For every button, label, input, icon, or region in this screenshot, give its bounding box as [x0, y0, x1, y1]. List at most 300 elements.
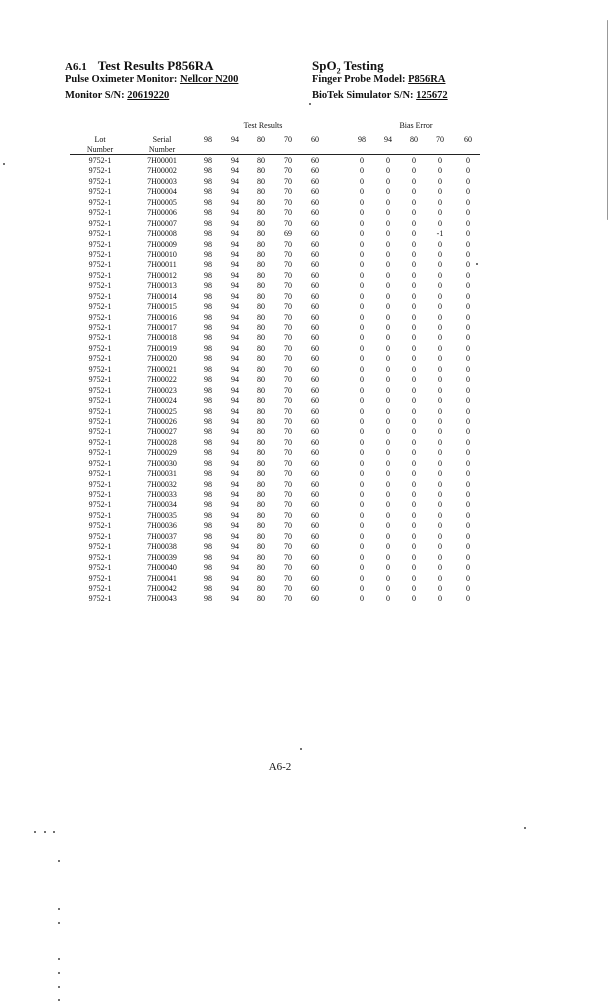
result-98-cell: 98 [204, 573, 212, 583]
bias-98-cell: 0 [360, 176, 364, 186]
result-80-cell: 80 [257, 573, 265, 583]
result-80-cell: 80 [257, 396, 265, 406]
bias-60-cell: 0 [466, 166, 470, 176]
result-94-cell: 94 [231, 563, 239, 573]
bias-98-cell: 0 [360, 312, 364, 322]
result-98-cell: 98 [204, 427, 212, 437]
table-row [70, 426, 480, 436]
bias-98-cell: 0 [360, 197, 364, 207]
result-60-cell: 60 [311, 197, 319, 207]
monitor-sn-value: 20619220 [127, 90, 170, 101]
bias-60-cell: 0 [466, 531, 470, 541]
bias-98-cell: 0 [360, 364, 364, 374]
result-60-cell: 60 [311, 531, 319, 541]
bias-94-cell: 0 [386, 208, 390, 218]
lot-cell: 9752-1 [88, 364, 112, 374]
result-80-cell: 80 [257, 291, 265, 301]
result-80-cell: 80 [257, 406, 265, 416]
bias-60-cell: 0 [466, 375, 470, 385]
bias-70-cell: 0 [438, 542, 442, 552]
bias-60-cell: 0 [466, 156, 470, 165]
table-row [70, 510, 480, 520]
bias-94-cell: 0 [386, 406, 390, 416]
result-60-cell: 60 [311, 249, 319, 259]
result-98-cell: 98 [204, 249, 212, 259]
bias-80-cell: 0 [412, 437, 416, 447]
bias-70-cell: 0 [438, 583, 442, 593]
result-98-cell: 98 [204, 552, 212, 562]
result-98-cell: 98 [204, 260, 212, 270]
table-row [70, 322, 480, 332]
table-body [70, 155, 480, 604]
bias-70-cell: 0 [438, 490, 442, 499]
bias-60-cell: 0 [466, 490, 470, 499]
result-70-cell: 70 [284, 187, 292, 197]
serial-cell: 7H00017 [147, 323, 177, 332]
table-row [70, 541, 480, 551]
result-70-cell: 70 [284, 239, 292, 249]
result-70-cell: 70 [284, 416, 292, 426]
bias-70-cell: 0 [438, 479, 442, 489]
result-70-cell: 70 [284, 312, 292, 322]
bias-94-cell: 0 [386, 176, 390, 186]
table-row [70, 312, 480, 322]
simulator-info [312, 90, 448, 101]
lot-cell: 9752-1 [88, 333, 112, 343]
result-98-cell: 98 [204, 510, 212, 520]
serial-cell: 7H00028 [147, 437, 177, 447]
bias-70-cell: 0 [438, 531, 442, 541]
result-60-cell: 60 [311, 281, 319, 291]
bias-98-cell: 0 [360, 239, 364, 249]
bias-60-cell: 0 [466, 437, 470, 447]
scan-speck [58, 958, 60, 960]
bias-80-cell: 0 [412, 166, 416, 176]
serial-cell: 7H00037 [147, 531, 177, 541]
bias-80-cell: 0 [412, 396, 416, 406]
table-row [70, 573, 480, 583]
result-98-cell: 98 [204, 229, 212, 239]
bias-98-cell: 0 [360, 500, 364, 510]
table-row [70, 583, 480, 593]
bias-94-cell: 0 [386, 354, 390, 364]
column-header-result-98: 98 [204, 135, 212, 144]
bias-98-cell: 0 [360, 385, 364, 395]
result-94-cell: 94 [231, 490, 239, 499]
result-98-cell: 98 [204, 458, 212, 468]
bias-80-cell: 0 [412, 354, 416, 364]
lot-cell: 9752-1 [88, 291, 112, 301]
bias-70-cell: 0 [438, 354, 442, 364]
result-60-cell: 60 [311, 312, 319, 322]
serial-cell: 7H00012 [147, 270, 177, 280]
serial-cell: 7H00007 [147, 218, 177, 228]
result-70-cell: 70 [284, 364, 292, 374]
lot-cell: 9752-1 [88, 270, 112, 280]
bias-70-cell: 0 [438, 500, 442, 510]
bias-70-cell: 0 [438, 406, 442, 416]
serial-cell: 7H00039 [147, 552, 177, 562]
table-row [70, 479, 480, 489]
result-60-cell: 60 [311, 229, 319, 239]
result-98-cell: 98 [204, 166, 212, 176]
scan-speck [300, 748, 302, 750]
bias-94-cell: 0 [386, 364, 390, 374]
serial-cell: 7H00001 [147, 156, 177, 165]
serial-cell: 7H00023 [147, 385, 177, 395]
lot-cell: 9752-1 [88, 208, 112, 218]
result-60-cell: 60 [311, 260, 319, 270]
lot-cell: 9752-1 [88, 594, 112, 604]
result-98-cell: 98 [204, 500, 212, 510]
result-80-cell: 80 [257, 354, 265, 364]
bias-80-cell: 0 [412, 490, 416, 499]
result-80-cell: 80 [257, 249, 265, 259]
result-70-cell: 70 [284, 469, 292, 479]
bias-60-cell: 0 [466, 542, 470, 552]
result-80-cell: 80 [257, 594, 265, 604]
table-row [70, 259, 480, 269]
result-98-cell: 98 [204, 385, 212, 395]
bias-94-cell: 0 [386, 573, 390, 583]
result-98-cell: 98 [204, 583, 212, 593]
result-94-cell: 94 [231, 448, 239, 458]
result-80-cell: 80 [257, 521, 265, 531]
lot-cell: 9752-1 [88, 385, 112, 395]
result-94-cell: 94 [231, 302, 239, 312]
bias-80-cell: 0 [412, 239, 416, 249]
bias-80-cell: 0 [412, 302, 416, 312]
serial-cell: 7H00021 [147, 364, 177, 374]
scan-speck [58, 922, 60, 924]
serial-cell: 7H00018 [147, 333, 177, 343]
bias-98-cell: 0 [360, 563, 364, 573]
result-98-cell: 98 [204, 218, 212, 228]
bias-94-cell: 0 [386, 563, 390, 573]
serial-cell: 7H00019 [147, 343, 177, 353]
serial-cell: 7H00027 [147, 427, 177, 437]
result-70-cell: 70 [284, 354, 292, 364]
result-94-cell: 94 [231, 396, 239, 406]
column-header-serial-line2: Number [148, 145, 176, 154]
result-94-cell: 94 [231, 573, 239, 583]
column-header-lot-line1: Lot [94, 135, 106, 144]
result-70-cell: 70 [284, 500, 292, 510]
result-98-cell: 98 [204, 333, 212, 343]
result-70-cell: 70 [284, 573, 292, 583]
bias-94-cell: 0 [386, 542, 390, 552]
bias-60-cell: 0 [466, 458, 470, 468]
lot-cell: 9752-1 [88, 176, 112, 186]
table-row [70, 406, 480, 416]
lot-cell: 9752-1 [88, 239, 112, 249]
table-row [70, 176, 480, 186]
result-70-cell: 70 [284, 531, 292, 541]
result-60-cell: 60 [311, 583, 319, 593]
serial-cell: 7H00032 [147, 479, 177, 489]
result-60-cell: 60 [311, 364, 319, 374]
result-98-cell: 98 [204, 594, 212, 604]
bias-94-cell: 0 [386, 375, 390, 385]
result-70-cell: 70 [284, 479, 292, 489]
bias-80-cell: 0 [412, 270, 416, 280]
lot-cell: 9752-1 [88, 396, 112, 406]
bias-98-cell: 0 [360, 427, 364, 437]
bias-70-cell: 0 [438, 197, 442, 207]
bias-60-cell: 0 [466, 469, 470, 479]
result-70-cell: 70 [284, 583, 292, 593]
scan-speck [58, 908, 60, 910]
column-header-serial [134, 135, 190, 155]
result-70-cell: 70 [284, 521, 292, 531]
bias-70-cell: 0 [438, 270, 442, 280]
result-60-cell: 60 [311, 521, 319, 531]
result-94-cell: 94 [231, 166, 239, 176]
result-60-cell: 60 [311, 406, 319, 416]
scan-edge-line [607, 20, 608, 220]
bias-80-cell: 0 [412, 291, 416, 301]
bias-60-cell: 0 [466, 427, 470, 437]
lot-cell: 9752-1 [88, 510, 112, 520]
column-header-bias-70: 70 [436, 135, 444, 144]
bias-70-cell: 0 [438, 176, 442, 186]
bias-70-cell: 0 [438, 166, 442, 176]
result-80-cell: 80 [257, 270, 265, 280]
result-94-cell: 94 [231, 406, 239, 416]
bias-94-cell: 0 [386, 249, 390, 259]
result-98-cell: 98 [204, 416, 212, 426]
result-94-cell: 94 [231, 260, 239, 270]
result-70-cell: 70 [284, 291, 292, 301]
result-80-cell: 80 [257, 469, 265, 479]
table-row [70, 165, 480, 175]
bias-94-cell: 0 [386, 448, 390, 458]
bias-70-cell: 0 [438, 239, 442, 249]
bias-60-cell: 0 [466, 281, 470, 291]
serial-cell: 7H00038 [147, 542, 177, 552]
scan-speck [58, 860, 60, 862]
serial-cell: 7H00042 [147, 583, 177, 593]
lot-cell: 9752-1 [88, 406, 112, 416]
monitor-info [65, 74, 312, 85]
result-80-cell: 80 [257, 302, 265, 312]
bias-80-cell: 0 [412, 197, 416, 207]
column-header-bias-80: 80 [410, 135, 418, 144]
serial-cell: 7H00006 [147, 208, 177, 218]
result-94-cell: 94 [231, 249, 239, 259]
result-70-cell: 70 [284, 396, 292, 406]
result-94-cell: 94 [231, 552, 239, 562]
probe-value: P856RA [408, 74, 446, 85]
result-80-cell: 80 [257, 542, 265, 552]
bias-60-cell: 0 [466, 521, 470, 531]
table-row [70, 218, 480, 228]
result-98-cell: 98 [204, 239, 212, 249]
bias-94-cell: 0 [386, 156, 390, 165]
result-94-cell: 94 [231, 312, 239, 322]
bias-94-cell: 0 [386, 521, 390, 531]
bias-60-cell: 0 [466, 312, 470, 322]
result-80-cell: 80 [257, 260, 265, 270]
bias-94-cell: 0 [386, 270, 390, 280]
bias-80-cell: 0 [412, 333, 416, 343]
table-row [70, 186, 480, 196]
result-80-cell: 80 [257, 552, 265, 562]
bias-70-cell: 0 [438, 573, 442, 583]
result-94-cell: 94 [231, 291, 239, 301]
bias-80-cell: 0 [412, 542, 416, 552]
lot-cell: 9752-1 [88, 187, 112, 197]
bias-70-cell: 0 [438, 594, 442, 604]
scan-speck [309, 103, 311, 105]
bias-98-cell: 0 [360, 156, 364, 165]
result-70-cell: 70 [284, 302, 292, 312]
bias-80-cell: 0 [412, 229, 416, 239]
bias-98-cell: 0 [360, 249, 364, 259]
lot-cell: 9752-1 [88, 531, 112, 541]
bias-94-cell: 0 [386, 594, 390, 604]
bias-98-cell: 0 [360, 270, 364, 280]
lot-cell: 9752-1 [88, 563, 112, 573]
result-98-cell: 98 [204, 156, 212, 165]
lot-cell: 9752-1 [88, 490, 112, 499]
bias-98-cell: 0 [360, 437, 364, 447]
bias-98-cell: 0 [360, 302, 364, 312]
result-70-cell: 70 [284, 375, 292, 385]
bias-80-cell: 0 [412, 218, 416, 228]
lot-cell: 9752-1 [88, 197, 112, 207]
result-98-cell: 98 [204, 437, 212, 447]
bias-60-cell: 0 [466, 187, 470, 197]
result-60-cell: 60 [311, 218, 319, 228]
bias-98-cell: 0 [360, 281, 364, 291]
serial-cell: 7H00024 [147, 396, 177, 406]
result-80-cell: 80 [257, 437, 265, 447]
column-header-serial-line1: Serial [152, 135, 172, 144]
result-94-cell: 94 [231, 323, 239, 332]
bias-98-cell: 0 [360, 542, 364, 552]
scan-speck [53, 831, 55, 833]
table-row [70, 437, 480, 447]
bias-70-cell: 0 [438, 333, 442, 343]
table-row [70, 301, 480, 311]
bias-80-cell: 0 [412, 427, 416, 437]
column-header-result-60: 60 [311, 135, 319, 144]
result-98-cell: 98 [204, 521, 212, 531]
serial-cell: 7H00030 [147, 458, 177, 468]
result-60-cell: 60 [311, 354, 319, 364]
scan-speck [3, 163, 5, 165]
result-60-cell: 60 [311, 416, 319, 426]
serial-cell: 7H00040 [147, 563, 177, 573]
bias-60-cell: 0 [466, 479, 470, 489]
bias-70-cell: 0 [438, 218, 442, 228]
bias-98-cell: 0 [360, 260, 364, 270]
result-80-cell: 80 [257, 333, 265, 343]
result-94-cell: 94 [231, 375, 239, 385]
bias-60-cell: 0 [466, 176, 470, 186]
result-94-cell: 94 [231, 354, 239, 364]
result-60-cell: 60 [311, 239, 319, 249]
serial-cell: 7H00014 [147, 291, 177, 301]
bias-80-cell: 0 [412, 583, 416, 593]
result-70-cell: 70 [284, 552, 292, 562]
result-60-cell: 60 [311, 385, 319, 395]
title-row [65, 58, 485, 74]
result-94-cell: 94 [231, 458, 239, 468]
column-header-bias-60: 60 [464, 135, 472, 144]
result-80-cell: 80 [257, 563, 265, 573]
bias-94-cell: 0 [386, 531, 390, 541]
bias-70-cell: 0 [438, 208, 442, 218]
bias-60-cell: 0 [466, 416, 470, 426]
bias-60-cell: 0 [466, 260, 470, 270]
serial-cell: 7H00035 [147, 510, 177, 520]
group-header-test-results: Test Results [243, 121, 283, 130]
result-94-cell: 94 [231, 218, 239, 228]
bias-70-cell: 0 [438, 510, 442, 520]
lot-cell: 9752-1 [88, 469, 112, 479]
bias-94-cell: 0 [386, 479, 390, 489]
lot-cell: 9752-1 [88, 458, 112, 468]
result-98-cell: 98 [204, 563, 212, 573]
bias-60-cell: 0 [466, 239, 470, 249]
lot-cell: 9752-1 [88, 302, 112, 312]
lot-cell: 9752-1 [88, 375, 112, 385]
column-header-bias-98: 98 [358, 135, 366, 144]
bias-70-cell: 0 [438, 563, 442, 573]
monitor-label: Pulse Oximeter Monitor: [65, 74, 178, 85]
result-94-cell: 94 [231, 416, 239, 426]
result-98-cell: 98 [204, 479, 212, 489]
table-row [70, 416, 480, 426]
page-number: A6-2 [268, 761, 292, 773]
result-70-cell: 69 [284, 229, 292, 239]
bias-60-cell: 0 [466, 302, 470, 312]
result-80-cell: 80 [257, 385, 265, 395]
bias-94-cell: 0 [386, 385, 390, 395]
result-94-cell: 94 [231, 176, 239, 186]
result-94-cell: 94 [231, 427, 239, 437]
bias-98-cell: 0 [360, 229, 364, 239]
bias-60-cell: 0 [466, 323, 470, 332]
lot-cell: 9752-1 [88, 521, 112, 531]
table-row [70, 447, 480, 457]
result-80-cell: 80 [257, 583, 265, 593]
result-94-cell: 94 [231, 187, 239, 197]
bias-60-cell: 0 [466, 343, 470, 353]
lot-cell: 9752-1 [88, 249, 112, 259]
result-94-cell: 94 [231, 281, 239, 291]
result-70-cell: 70 [284, 437, 292, 447]
result-98-cell: 98 [204, 343, 212, 353]
result-80-cell: 80 [257, 500, 265, 510]
table-row [70, 593, 480, 603]
column-header-row [70, 133, 480, 155]
result-60-cell: 60 [311, 291, 319, 301]
bias-70-cell: 0 [438, 396, 442, 406]
bias-98-cell: 0 [360, 573, 364, 583]
lot-cell: 9752-1 [88, 448, 112, 458]
result-98-cell: 98 [204, 448, 212, 458]
result-94-cell: 94 [231, 583, 239, 593]
lot-cell: 9752-1 [88, 427, 112, 437]
bias-70-cell: 0 [438, 416, 442, 426]
monitor-value: Nellcor N200 [179, 74, 239, 85]
result-94-cell: 94 [231, 510, 239, 520]
result-70-cell: 70 [284, 490, 292, 499]
test-title [312, 58, 384, 76]
